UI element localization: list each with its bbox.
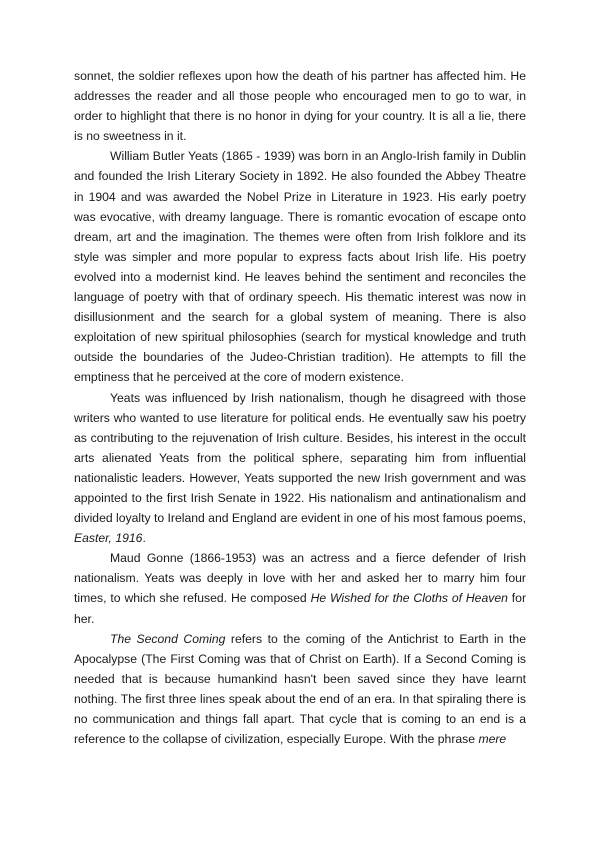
poem-title-easter-1916: Easter, 1916 <box>74 531 143 546</box>
text-run: Maud Gonne (1866-1953) was an actress and a fierce defender of Irish nationalism. Yeats was deeply in love with her and asked her to marry him four times, to which she refused. He composed <box>74 551 526 606</box>
document-page <box>74 66 526 749</box>
italic-phrase-mere: mere <box>478 732 507 747</box>
poem-title-second-coming: The Second Coming <box>110 631 226 646</box>
text-run: . <box>142 531 146 546</box>
paragraph-maud-gonne <box>74 548 526 628</box>
text-run: refers to the coming of the Antichrist to Earth in the Apocalypse (The First Coming was that of Christ on Earth). If a Second Coming is needed that is because humankind hasn't been saved since they have learnt nothing. The first three lines speak about the end of an era. In that spiraling there is no communication and things fall apart. That cycle that is coming to an end is a reference to the collapse of civilization, especially Europe. With the phrase <box>74 631 526 747</box>
paragraph-irish-nationalism <box>74 388 526 549</box>
text-run: sonnet, the soldier reflexes upon how the death of his partner has affected him. He addresses the reader and all those people who encouraged men to go to war, in order to highlight that there is no honor in dying for your country. It is all a lie, there is no sweetness in it. <box>74 69 526 144</box>
text-run: for her. <box>74 591 527 626</box>
poem-title-cloths-of-heaven: He Wished for the Cloths of Heaven <box>310 591 508 606</box>
paragraph-soldier-sonnet <box>74 66 526 146</box>
text-run: Yeats was influenced by Irish nationalism, though he disagreed with those writers who wanted to use literature for political ends. He eventually saw his poetry as contributing to the rejuvenation of Irish culture. Besides, his interest in the occult arts alienated Yeats from the political sphere, separating him from influential nationalistic leaders. However, Yeats supported the new Irish government and was appointed to the first Irish Senate in 1922. His nationalism and antinationalism and divided loyalty to Ireland and England are evident in one of his most famous poems, <box>74 390 526 526</box>
paragraph-second-coming <box>74 629 526 750</box>
text-run: William Butler Yeats (1865 - 1939) was born in an Anglo-Irish family in Dublin and founded the Irish Literary Society in 1892. He also founded the Abbey Theatre in 1904 and was awarded the Nobel Prize in Literature in 1923. His early poetry was evocative, with dreamy language. There is romantic evocation of escape onto dream, art and the imagination. The themes were often from Irish folklore and its style was simpler and more popular to express facts about Irish life. His poetry evolved into a modernist kind. He leaves behind the sentiment and reconciles the language of poetry with that of ordinary speech. His thematic interest was now in disillusionment and the search for a global system of meaning. There is also exploitation of new spiritual philosophies (search for mystical knowledge and truth outside the boundaries of the Judeo-Christian tradition). He attempts to fill the emptiness that he perceived at the core of modern existence. <box>74 149 526 385</box>
paragraph-yeats-biography <box>74 146 526 387</box>
